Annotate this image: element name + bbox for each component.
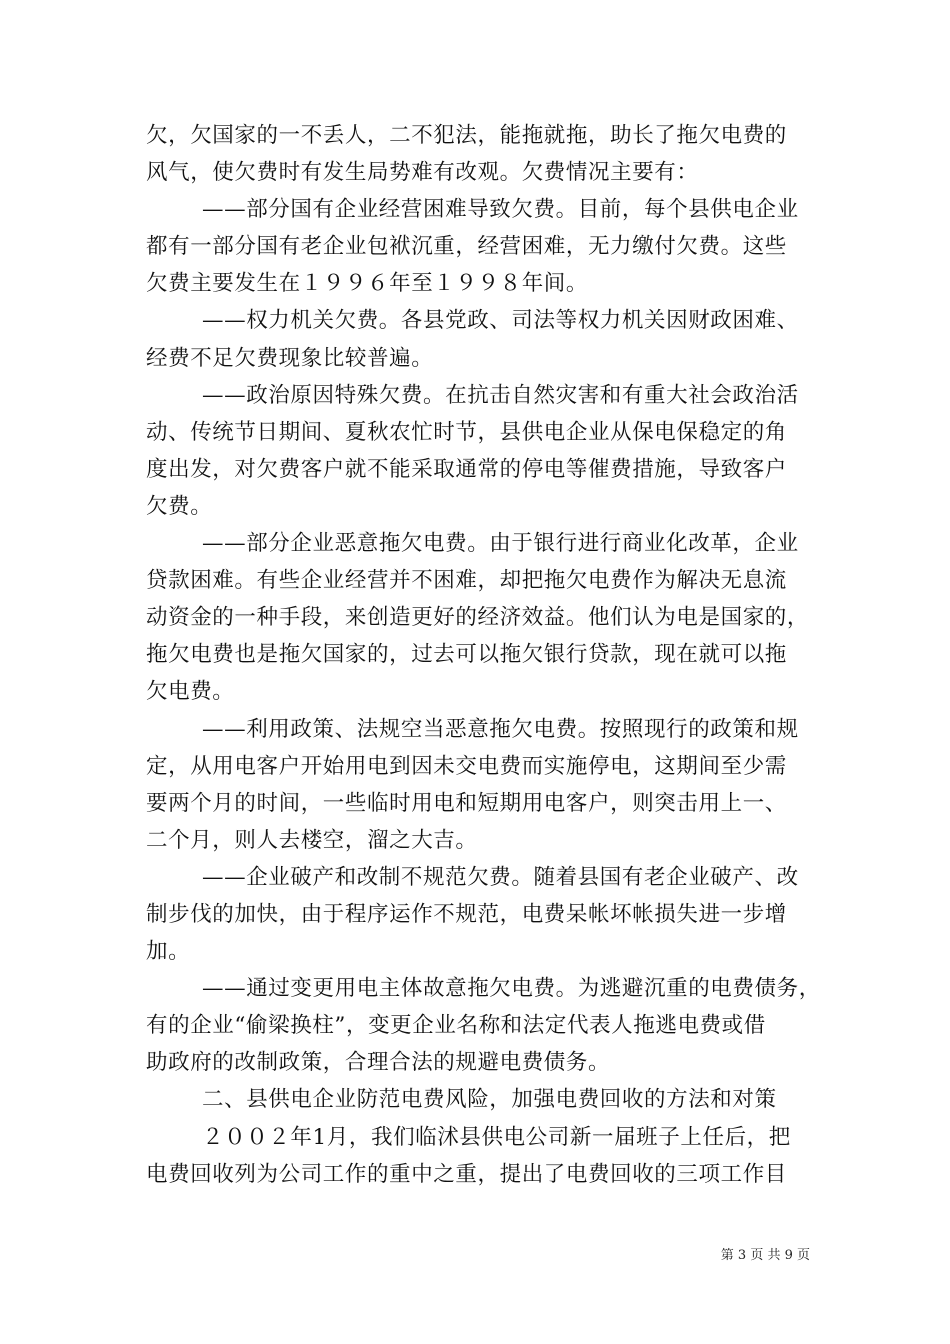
text-line: 二、县供电企业防范电费风险，加强电费回收的方法和对策 xyxy=(202,1087,777,1113)
text-line: 定，从用电客户开始用电到因未交电费而实施停电，这期间至少需 xyxy=(146,753,787,779)
text-line: ２００２年1月，我们临沭县供电公司新一届班子上任后，把 xyxy=(202,1124,791,1150)
text-line: 制步伐的加快，由于程序运作不规范，电费呆帐坏帐损失进一步增 xyxy=(146,901,787,927)
text-line: 欠费主要发生在１９９６年至１９９８年间。 xyxy=(146,271,589,297)
text-line: 都有一部分国有老企业包袱沉重，经营困难，无力缴付欠费。这些 xyxy=(146,234,787,260)
text-line: 要两个月的时间，一些临时用电和短期用电客户，则突击用上一、 xyxy=(146,790,787,816)
text-line: ——企业破产和改制不规范欠费。随着县国有老企业破产、改 xyxy=(202,864,799,890)
text-line: 二个月，则人去楼空，溜之大吉。 xyxy=(146,827,478,853)
text-line: ——通过变更用电主体故意拖欠电费。为逃避沉重的电费债务， xyxy=(202,976,821,1002)
text-line: 度出发，对欠费客户就不能采取通常的停电等催费措施，导致客户 xyxy=(146,456,787,482)
text-line: ——部分企业恶意拖欠电费。由于银行进行商业化改革，企业 xyxy=(202,531,799,557)
text-line: ——权力机关欠费。各县党政、司法等权力机关因财政困难、 xyxy=(202,308,799,334)
text-line: ——政治原因特殊欠费。在抗击自然灾害和有重大社会政治活 xyxy=(202,382,799,408)
text-line: 欠，欠国家的一不丢人，二不犯法，能拖就拖，助长了拖欠电费的 xyxy=(146,123,787,148)
text-line: 电费回收列为公司工作的重中之重，提出了电费回收的三项工作目 xyxy=(146,1161,787,1187)
text-line: 拖欠电费也是拖欠国家的，过去可以拖欠银行贷款，现在就可以拖 xyxy=(146,642,787,668)
document-body xyxy=(146,117,821,1193)
text-line: 欠电费。 xyxy=(146,679,235,705)
text-line: 助政府的改制政策，合理合法的规避电费债务。 xyxy=(146,1050,611,1076)
text-line: 欠费。 xyxy=(146,493,213,519)
text-line: 动、传统节日期间、夏秋农忙时节，县供电企业从保电保稳定的角 xyxy=(146,419,787,445)
text-line: 风气，使欠费时有发生局势难有改观。欠费情况主要有： xyxy=(146,160,699,186)
page-number: 第 3 页 共 9 页 xyxy=(720,1248,810,1263)
text-line: ——利用政策、法规空当恶意拖欠电费。按照现行的政策和规 xyxy=(202,716,799,742)
text-line: 经费不足欠费现象比较普遍。 xyxy=(146,345,434,371)
text-line: 有的企业“偷梁换柱”，变更企业名称和法定代表人拖逃电费或借 xyxy=(146,1013,766,1039)
text-line: 动资金的一种手段，来创造更好的经济效益。他们认为电是国家的， xyxy=(146,605,810,631)
text-line: 贷款困难。有些企业经营并不困难，却把拖欠电费作为解决无息流 xyxy=(146,568,787,594)
text-line: ——部分国有企业经营困难导致欠费。目前，每个县供电企业 xyxy=(202,197,799,223)
text-line: 加。 xyxy=(146,939,191,965)
